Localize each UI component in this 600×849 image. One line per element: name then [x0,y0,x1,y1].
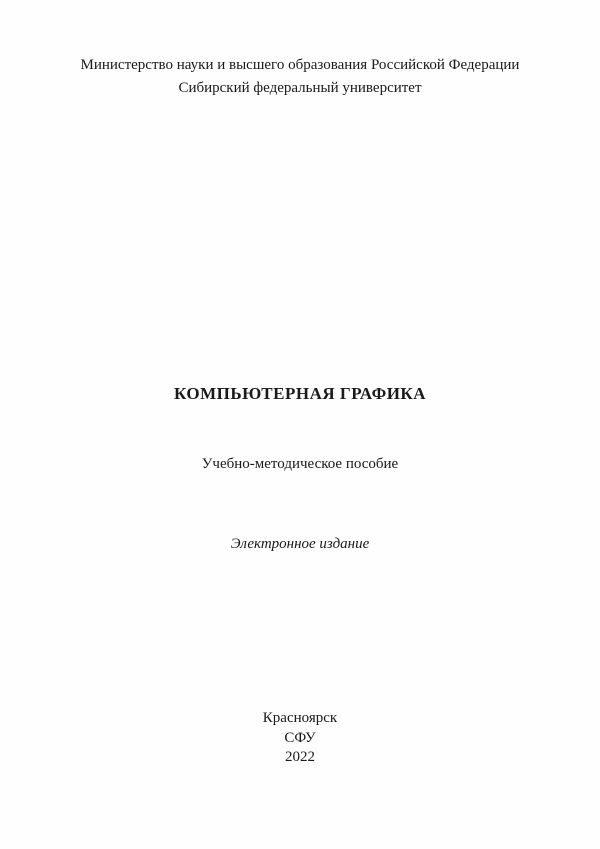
imprint-city: Красноярск [262,710,338,726]
imprint-publisher: СФУ [284,729,316,746]
university-header-line2: Сибирский федеральный университет [178,80,422,96]
imprint-year: 2022 [285,749,315,765]
ministry-header-line1: Министерство науки и высшего образования Российской Федерации [80,57,520,73]
imprint-block [0,709,600,768]
document-subtitle: Учебно-методическое пособие [201,456,399,472]
edition-note: Электронное издание [230,536,370,552]
ministry-header [0,54,600,100]
document-title: КОМПЬЮТЕРНАЯ ГРАФИКА [173,384,427,403]
